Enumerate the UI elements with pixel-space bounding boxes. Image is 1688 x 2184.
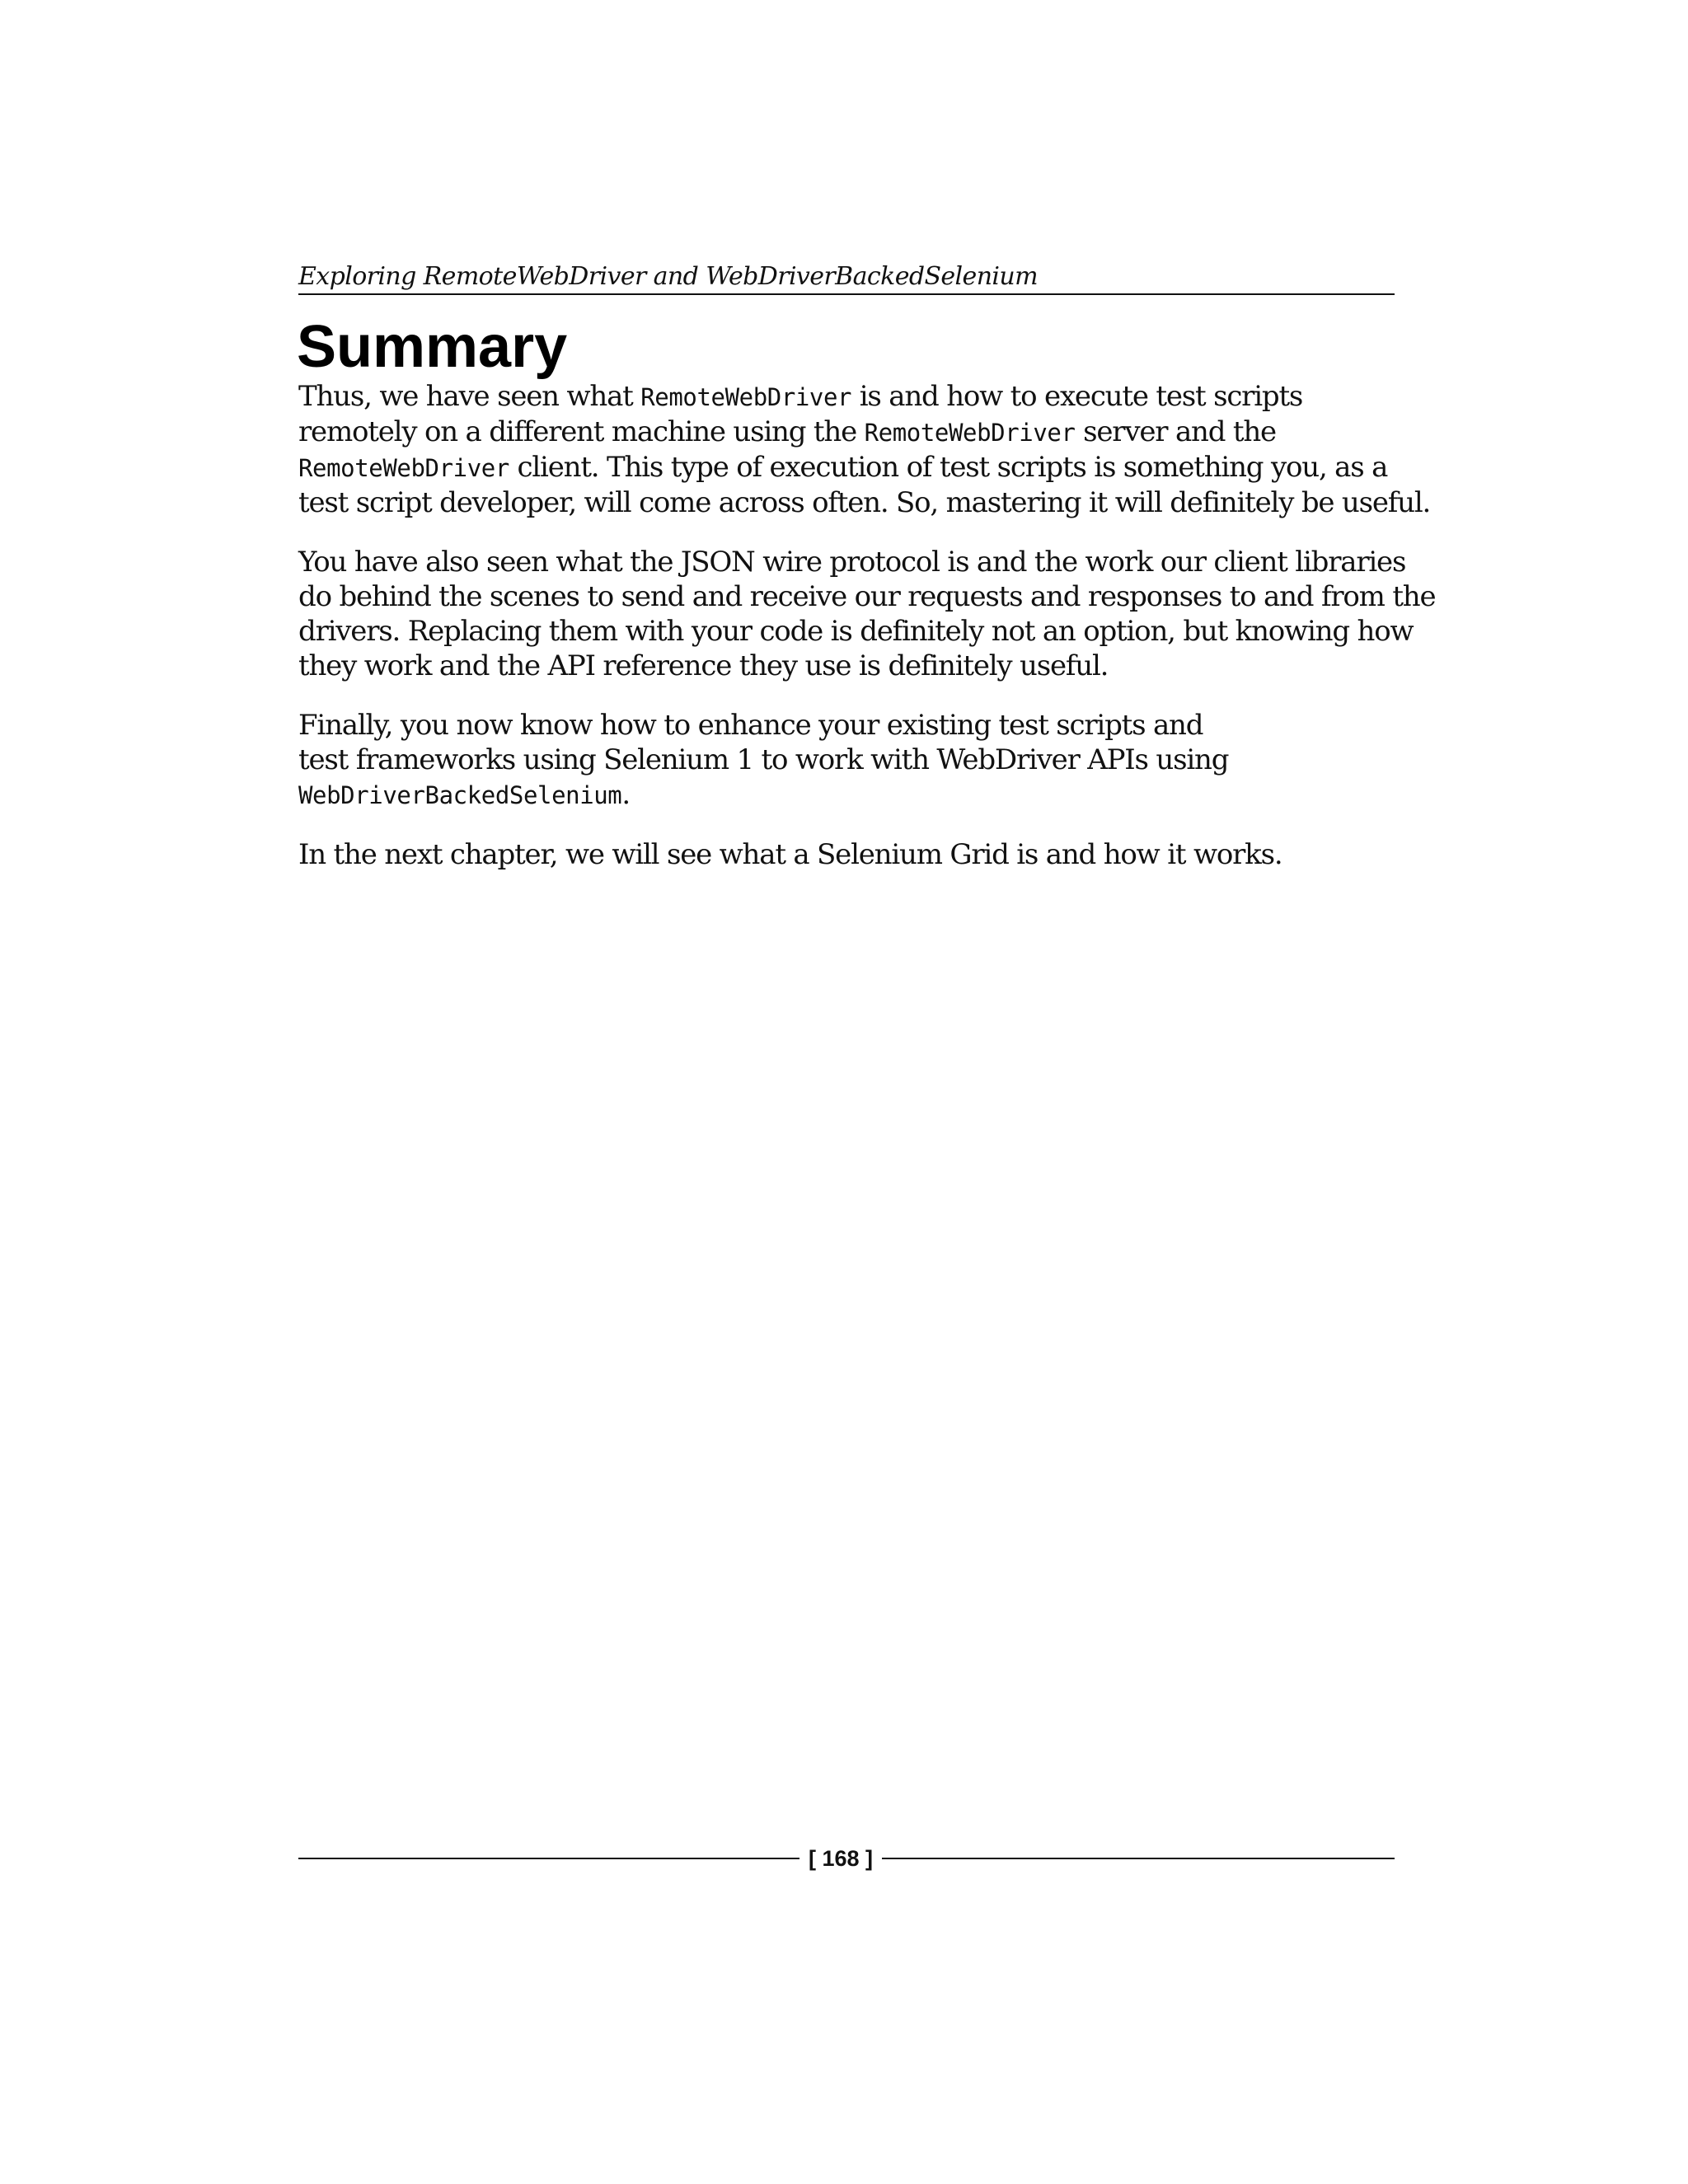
paragraph-line: You have also seen what the JSON wire protocol is and the work our client libraries [298, 546, 1406, 579]
paragraph-4 [298, 837, 1403, 872]
paragraph-3 [298, 708, 1403, 813]
text-run: . [621, 778, 630, 811]
paragraph-2 [298, 545, 1436, 683]
footer-rule-right [882, 1858, 1395, 1859]
paragraph-line [298, 777, 1403, 813]
page-number: [ 168 ] [808, 1846, 874, 1871]
text-run: Thus, we have seen what [298, 380, 641, 413]
footer-rule-left [298, 1858, 799, 1859]
text-run: is and how to execute test scripts [851, 380, 1303, 413]
paragraph-line [298, 450, 1403, 485]
text-run: client. This type of execution of test scripts is something you, as a [509, 451, 1388, 484]
inline-code: WebDriverBackedSelenium [298, 781, 622, 809]
text-run: remotely on a different machine using the [298, 415, 865, 448]
paragraph-line: do behind the scenes to send and receive our requests and responses to and from the [298, 580, 1436, 613]
paragraph-line: drivers. Replacing them with your code is definitely not an option, but knowing how [298, 615, 1414, 648]
paragraph-1 [298, 379, 1431, 520]
paragraph-line [298, 379, 1403, 415]
paragraph-line: test script developer, will come across often. So, mastering it will definitely be useful. [298, 486, 1431, 519]
running-header: Exploring RemoteWebDriver and WebDriverBackedSelenium [298, 262, 1038, 291]
text-run: server and the [1075, 415, 1276, 448]
paragraph-line: In the next chapter, we will see what a Selenium Grid is and how it works. [298, 838, 1282, 871]
page-footer [298, 1843, 1395, 1876]
paragraph-line: Finally, you now know how to enhance your existing test scripts and [298, 709, 1203, 742]
header-rule [298, 293, 1395, 295]
body-text [298, 379, 1436, 897]
paragraph-line [298, 415, 1403, 450]
inline-code: RemoteWebDriver [640, 383, 852, 411]
paragraph-line: they work and the API reference they use is definitely useful. [298, 649, 1109, 682]
inline-code: RemoteWebDriver [298, 454, 509, 482]
section-title: Summary [297, 314, 568, 380]
inline-code: RemoteWebDriver [864, 419, 1076, 447]
paragraph-line: test frameworks using Selenium 1 to work with WebDriver APIs using [298, 743, 1229, 776]
